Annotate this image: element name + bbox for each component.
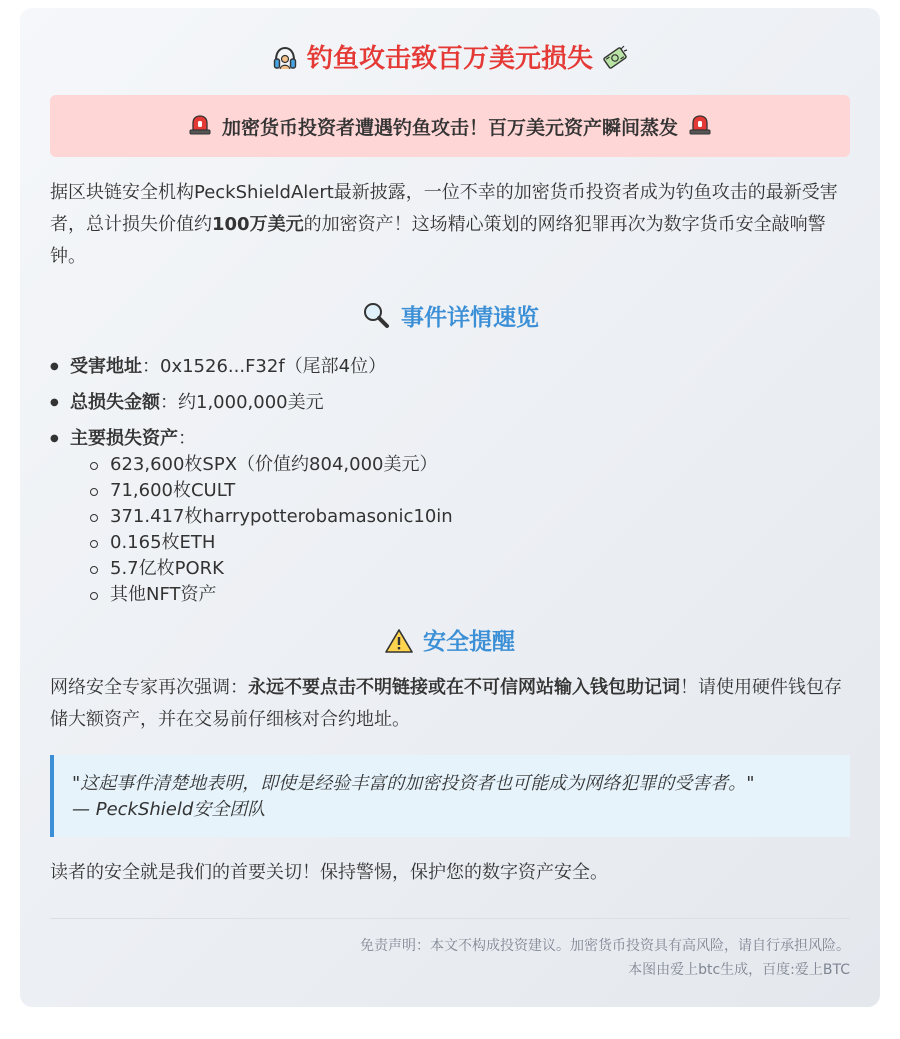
- asset-item: 623,600枚SPX（价值约804,000美元）: [110, 452, 850, 478]
- quote-author: — PeckShield安全团队: [72, 799, 266, 820]
- item-label: 总损失金额: [70, 392, 160, 413]
- safety-heading: [20, 626, 880, 663]
- quote-block: [50, 755, 850, 837]
- details-heading: [20, 300, 880, 339]
- intro-emphasis: 100万美元: [212, 214, 304, 235]
- safety-paragraph: [50, 672, 850, 736]
- item-value: ：: [178, 428, 196, 449]
- page-title: [20, 42, 880, 80]
- intro-text: 据区块链安全机构PeckShieldAlert最新披露，一位不幸的加密货币投资者成为钓鱼攻击的最新受害者，总计损失价值约: [50, 182, 838, 235]
- credit-text: 本图由爱上btc生成，百度:爱上BTC: [628, 962, 850, 978]
- item-value: ：0x1526...F32f（尾部4位）: [142, 356, 387, 377]
- money-icon: [602, 45, 628, 80]
- article-card: [20, 8, 880, 1007]
- siren-icon: [188, 113, 212, 140]
- safety-text-end: ！请使用硬件钱包存储大额资产，并在交易前仔细核对合约地址。: [50, 677, 842, 730]
- asset-item: 371.417枚harrypotterobamasonic10in: [110, 504, 850, 530]
- safety-text: 网络安全专家再次强调：: [50, 677, 248, 698]
- item-value: ：约1,000,000美元: [160, 392, 324, 413]
- magnifier-icon: [361, 300, 391, 339]
- quote-text: "这起事件清楚地表明，即使是经验丰富的加密投资者也可能成为网络犯罪的受害者。": [72, 773, 755, 794]
- alert-banner: [50, 95, 850, 157]
- alert-text: 加密货币投资者遭遇钓鱼攻击！百万美元资产瞬间蒸发: [221, 116, 678, 139]
- title-text: 钓鱼攻击致百万美元损失: [306, 44, 593, 74]
- details-heading-text: 事件详情速览: [401, 305, 539, 331]
- safety-emphasis: 永远不要点击不明链接或在不可信网站输入钱包助记词: [248, 677, 680, 698]
- list-item: [70, 390, 850, 416]
- item-label: 受害地址: [70, 356, 142, 377]
- divider: [50, 918, 850, 919]
- details-list: [70, 354, 850, 608]
- assets-sublist: [110, 452, 850, 608]
- intro-paragraph: [50, 177, 850, 273]
- intro-text-end: 的加密资产！这场精心策划的网络犯罪再次为数字货币安全敲响警钟。: [50, 214, 826, 267]
- disclaimer-text: 免责声明：本文不构成投资建议。加密货币投资具有高风险，请自行承担风险。: [360, 938, 850, 954]
- asset-item: 其他NFT资产: [110, 582, 850, 608]
- asset-item: 71,600枚CULT: [110, 478, 850, 504]
- warning-icon: [385, 628, 413, 663]
- siren-icon: [688, 113, 712, 140]
- safety-heading-text: 安全提醒: [423, 629, 515, 655]
- asset-item: 5.7亿枚PORK: [110, 556, 850, 582]
- footer: [50, 934, 850, 982]
- list-item: [70, 426, 850, 452]
- item-label: 主要损失资产: [70, 428, 178, 449]
- headphones-icon: [272, 45, 298, 80]
- list-item: [70, 354, 850, 380]
- closing-paragraph: 读者的安全就是我们的首要关切！保持警惕，保护您的数字资产安全。: [50, 862, 608, 883]
- asset-item: 0.165枚ETH: [110, 530, 850, 556]
